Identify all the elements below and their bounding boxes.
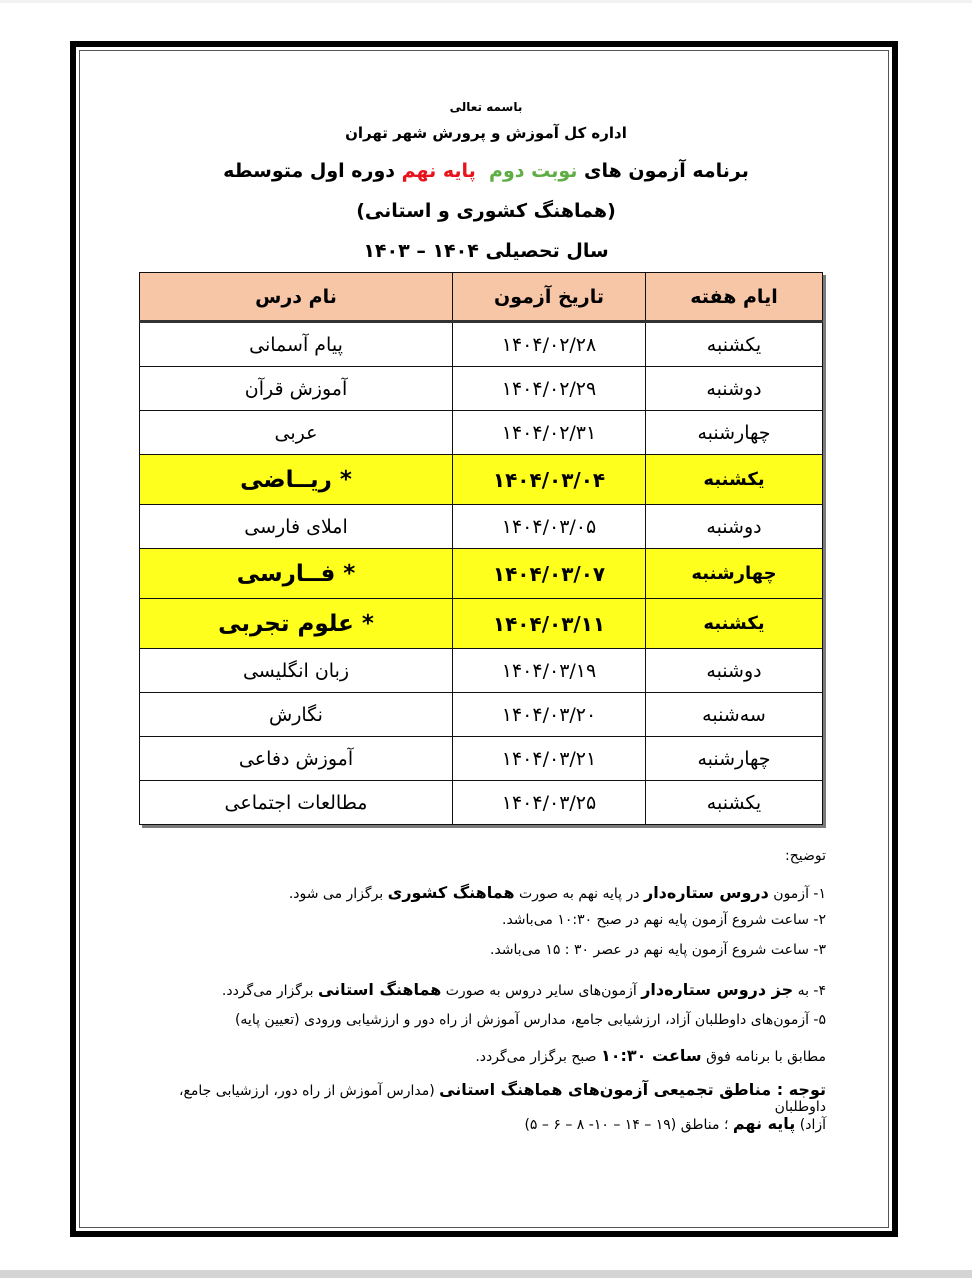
day-cell: چهارشنبه xyxy=(646,411,823,455)
day-cell: چهارشنبه xyxy=(646,549,823,599)
table-row xyxy=(140,455,823,505)
top-edge xyxy=(0,0,972,3)
table-row xyxy=(140,737,823,781)
date-cell: ۱۴۰۴/۰۳/۱۹ xyxy=(453,649,646,693)
table-row xyxy=(140,367,823,411)
note-5-text: صبح برگزار می‌گردد. xyxy=(475,1049,597,1065)
day-cell: دوشنبه xyxy=(646,367,823,411)
note-5-bold: ساعت ۱۰:۳۰ xyxy=(600,1046,702,1065)
attention-text: آزاد) xyxy=(799,1117,826,1133)
subject-cell: نگارش xyxy=(140,693,453,737)
day-cell: یکشنبه xyxy=(646,322,823,367)
subject-cell: آموزش دفاعی xyxy=(140,737,453,781)
table-row xyxy=(140,505,823,549)
subject-cell: مطالعات اجتماعی xyxy=(140,781,453,825)
attention-bold: پایه نهم xyxy=(732,1114,796,1133)
note-5-text: مطابق با برنامه فوق xyxy=(706,1049,826,1065)
note-1-text: ۱- آزمون xyxy=(773,886,826,902)
title-grade: پایه نهم xyxy=(401,160,476,182)
bottom-edge xyxy=(0,1270,972,1278)
table-row xyxy=(140,549,823,599)
subject-cell: املای فارسی xyxy=(140,505,453,549)
date-cell: ۱۴۰۴/۰۳/۰۷ xyxy=(453,549,646,599)
note-5-cont xyxy=(140,1046,826,1065)
column-header-day: ایام هفته xyxy=(646,273,823,322)
document-subtitle: (هماهنگ کشوری و استانی) xyxy=(356,200,616,222)
note-1-text: در پایه نهم به صورت xyxy=(519,886,640,902)
note-4-bold: جز دروس ستاره‌دار xyxy=(641,980,794,999)
attention-bold: توجه : مناطق تجمیعی آزمون‌های هماهنگ استانی xyxy=(439,1080,826,1099)
date-cell: ۱۴۰۴/۰۳/۱۱ xyxy=(453,599,646,649)
day-cell: یکشنبه xyxy=(646,781,823,825)
note-4-text: آزمون‌های سایر دروس به صورت xyxy=(445,983,637,999)
day-cell: یکشنبه xyxy=(646,599,823,649)
table-row xyxy=(140,322,823,367)
table-row xyxy=(140,649,823,693)
note-1-text: برگزار می شود. xyxy=(288,886,384,902)
date-cell: ۱۴۰۴/۰۳/۰۴ xyxy=(453,455,646,505)
attention-note-cont xyxy=(140,1114,826,1133)
date-cell: ۱۴۰۴/۰۲/۳۱ xyxy=(453,411,646,455)
note-1-bold: هماهنگ کشوری xyxy=(387,883,515,902)
exam-schedule-table xyxy=(139,272,823,825)
subject-cell: * ریــاضی xyxy=(140,455,453,505)
attention-text: ؛ مناطق (۱۹ – ۱۴ – ۱۰- ۸ – ۶ – ۵) xyxy=(524,1117,729,1133)
organization: اداره کل آموزش و پرورش شهر تهران xyxy=(345,124,627,142)
table-row xyxy=(140,693,823,737)
title-term: نوبت دوم xyxy=(489,160,578,182)
subject-cell: عربی xyxy=(140,411,453,455)
table-row xyxy=(140,781,823,825)
document-title xyxy=(100,160,872,182)
column-header-subject: نام درس xyxy=(140,273,453,322)
note-1 xyxy=(140,883,826,902)
attention-note xyxy=(140,1080,826,1115)
academic-year: سال تحصیلی ۱۴۰۴ – ۱۴۰۳ xyxy=(363,240,609,262)
subject-cell: زبان انگلیسی xyxy=(140,649,453,693)
day-cell: دوشنبه xyxy=(646,649,823,693)
column-header-date: تاریخ آزمون xyxy=(453,273,646,322)
date-cell: ۱۴۰۴/۰۲/۲۹ xyxy=(453,367,646,411)
subject-cell: * علوم تجربی xyxy=(140,599,453,649)
note-2: ۲- ساعت شروع آزمون پایه نهم در صبح ۱۰:۳۰ می‌باشد. xyxy=(502,912,826,928)
note-4-text: برگزار می‌گردد. xyxy=(221,983,314,999)
subject-cell: پیام آسمانی xyxy=(140,322,453,367)
invocation: باسمه تعالی xyxy=(449,100,523,114)
note-4-bold: هماهنگ استانی xyxy=(317,980,442,999)
table-row xyxy=(140,411,823,455)
notes-title: توضیح: xyxy=(785,848,826,864)
date-cell: ۱۴۰۴/۰۳/۲۰ xyxy=(453,693,646,737)
table-header-row xyxy=(140,273,823,322)
day-cell: سه‌شنبه xyxy=(646,693,823,737)
date-cell: ۱۴۰۴/۰۳/۲۱ xyxy=(453,737,646,781)
title-part2: دوره اول متوسطه xyxy=(223,160,396,182)
date-cell: ۱۴۰۴/۰۲/۲۸ xyxy=(453,322,646,367)
table-row xyxy=(140,599,823,649)
day-cell: دوشنبه xyxy=(646,505,823,549)
note-4 xyxy=(140,980,826,999)
title-part1: برنامه آزمون های xyxy=(584,160,749,182)
note-3: ۳- ساعت شروع آزمون پایه نهم در عصر ۳۰ : ۱۵ می‌باشد. xyxy=(490,942,826,958)
date-cell: ۱۴۰۴/۰۳/۰۵ xyxy=(453,505,646,549)
subject-cell: آموزش قرآن xyxy=(140,367,453,411)
attention-text: (مدارس آموزش از راه دور، ارزشیابی جامع، داوطلبان xyxy=(178,1083,826,1115)
day-cell: یکشنبه xyxy=(646,455,823,505)
note-4-text: ۴- به xyxy=(797,983,826,999)
subject-cell: * فــارسی xyxy=(140,549,453,599)
note-5: ۵- آزمون‌های داوطلبان آزاد، ارزشیابی جامع، مدارس آموزش از راه دور و ارزشیابی ورودی (تعیین پایه) xyxy=(234,1012,826,1028)
note-1-bold: دروس ستاره‌دار xyxy=(643,883,769,902)
date-cell: ۱۴۰۴/۰۳/۲۵ xyxy=(453,781,646,825)
day-cell: چهارشنبه xyxy=(646,737,823,781)
